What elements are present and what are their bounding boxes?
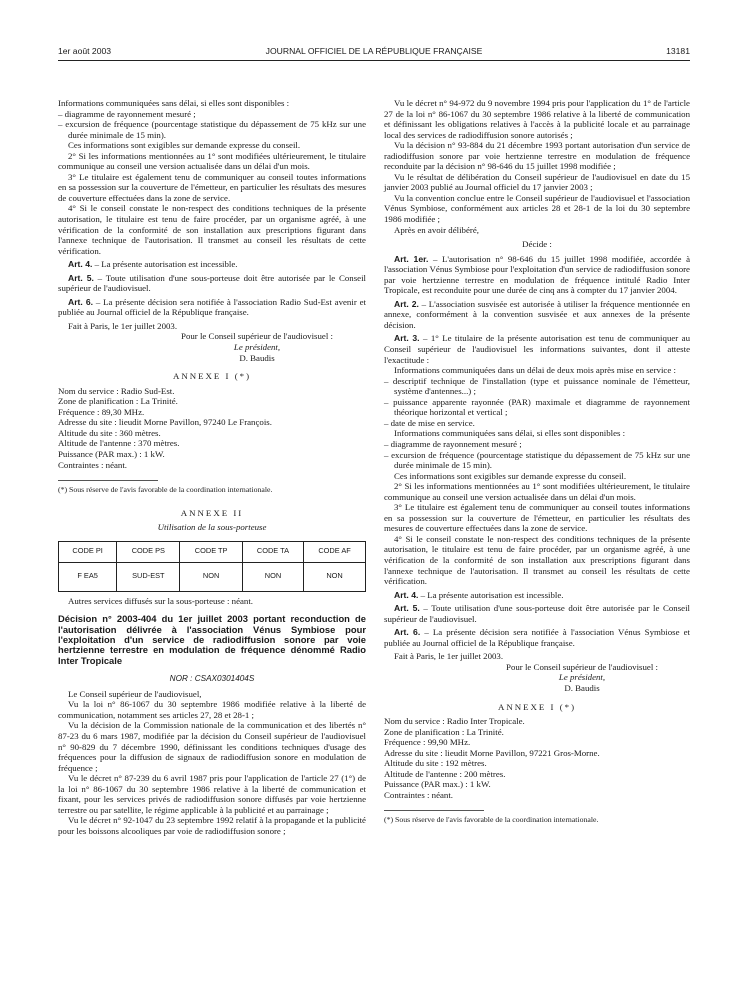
paragraph: Vu la décision n° 93-884 du 21 décembre 1993 portant autorisation d'un service de radiodiffusion sonore par voie hertzienne terrestre en modulation de fréquence reconduite par la décision n° 98-646 du 15 juillet 1998 modifiée ;: [384, 140, 690, 172]
list-item: – diagramme de rayonnement mesuré ;: [384, 438, 522, 449]
signature-line: Pour le Conseil supérieur de l'audiovisuel :: [181, 331, 333, 342]
data-line: Adresse du site : lieudit Morne Pavillon, 97240 Le François.: [58, 417, 272, 428]
article-6: [384, 627, 690, 648]
article-5: [384, 603, 690, 624]
table-cell: NON: [304, 562, 366, 591]
annex-data: [58, 386, 366, 470]
footnote-text: (*) Sous réserve de l'avis favorable de la coordination internationale.: [384, 815, 599, 825]
article-text: – La présente décision sera notifiée à l'association Vénus Symbiose et publiée au Journal officiel de la République française.: [384, 627, 691, 648]
article-label: Art. 4.: [394, 589, 419, 600]
signature-name: D. Baudis: [564, 682, 600, 693]
left-column: [58, 98, 366, 836]
page-header: [58, 46, 690, 61]
paragraph: Autres services diffusés sur la sous-porteuse : néant.: [68, 595, 254, 606]
article-text: – Toute utilisation d'une sous-porteuse doit être autorisée par le Conseil supérieur de l'audiovisuel.: [384, 603, 691, 624]
list-item: – puissance apparente rayonnée (PAR) maximale et diagramme de rayonnement théorique horizontal et vertical ;: [384, 396, 690, 418]
right-column: [384, 98, 690, 826]
article-text: – 1° Le titulaire de la présente autorisation est tenu de communiquer au Conseil supérieur de l'audiovisuel les informations suivantes, dont il atteste l'exactitude :: [384, 333, 690, 365]
footnote: [58, 480, 273, 496]
paragraph: Vu le décret n° 92-1047 du 23 septembre 1992 relatif à la propagande et la publicité pour les boissons alcooliques par voie de radiodiffusion sonore ;: [58, 815, 366, 836]
decide-heading: Décide :: [522, 239, 552, 250]
data-line: Zone de planification : La Trinité.: [58, 396, 178, 407]
article-label: Art. 4.: [68, 259, 93, 270]
paragraph: Vu la loi n° 86-1067 du 30 septembre 1986 modifiée relative à la liberté de communication, notamment ses articles 27, 28 et 28-1 ;: [58, 699, 366, 720]
paragraph: Vu le résultat de délibération du Conseil supérieur de l'audiovisuel en date du 15 janvier 2003 publié au Journal officiel du 17 janvier 2003 ;: [384, 171, 690, 193]
table-cell: SUD-EST: [117, 562, 180, 591]
article-2: [384, 299, 690, 331]
paragraph: 3° Le titulaire est également tenu de communiquer au conseil toutes informations en sa possession sur la couverture de l'émetteur, en particulier les résultats des mesures de couverture effectuées dans la zone de service.: [384, 502, 690, 534]
annex-title: ANNEXE I (*): [172, 371, 252, 382]
annex-title: ANNEXE II: [180, 507, 244, 518]
article-label: Art. 1er.: [394, 253, 429, 264]
signature-name: D. Baudis: [239, 352, 275, 363]
data-line: Contraintes : néant.: [58, 459, 128, 470]
annex-data: [384, 716, 690, 800]
date-place: Fait à Paris, le 1er juillet 2003.: [68, 320, 178, 331]
table-header: CODE PI: [59, 541, 117, 562]
list-item: – excursion de fréquence (pourcentage statistique du dépassement de 75 kHz sur une durée minimale de 15 min).: [384, 449, 690, 471]
list-item: – diagramme de rayonnement mesuré ;: [58, 108, 196, 119]
date-place: Fait à Paris, le 1er juillet 2003.: [394, 651, 504, 662]
paragraph: Vu le décret n° 87-239 du 6 avril 1987 pris pour l'application de l'article 27 (1°) de la loi n° 86-1067 du 30 septembre 1986 relative à la liberté de communication et fixant, pour les services privés de radiodiffusion sonore diffusés par voie hertzienne terrestre ou par satellite, le régime applicable à la publicité et au parrainage ;: [58, 773, 366, 815]
paragraph: Après en avoir délibéré,: [394, 224, 479, 235]
article-label: Art. 6.: [68, 296, 93, 307]
article-text: – La présente autorisation est incessible.: [418, 589, 564, 600]
data-line: Puissance (PAR max.) : 1 kW.: [384, 779, 491, 790]
signature-title: Le président,: [558, 672, 606, 683]
article-text: – L'association susvisée est autorisée à utiliser la fréquence mentionnée en annexe, conformément à la convention susvisée et aux annexes de la présente décision.: [384, 298, 690, 330]
article-text: – Toute utilisation d'une sous-porteuse doit être autorisée par le Conseil supérieur de l'audiovisuel.: [58, 272, 367, 294]
page-number: 13181: [666, 46, 690, 56]
article-label: Art. 6.: [394, 627, 421, 638]
paragraph: Informations communiquées dans un délai de deux mois après mise en service :: [394, 365, 676, 376]
signature-line: Pour le Conseil supérieur de l'audiovisuel :: [506, 661, 658, 672]
paragraph: Informations communiquées sans délai, si elles sont disponibles :: [394, 428, 626, 439]
data-line: Nom du service : Radio Inter Tropicale.: [384, 716, 525, 727]
data-line: Nom du service : Radio Sud-Est.: [58, 385, 175, 396]
data-line: Contraintes : néant.: [384, 789, 454, 800]
nor-reference: NOR : CSAX0301404S: [169, 674, 255, 684]
paragraph: Vu le décret n° 94-972 du 9 novembre 1994 pris pour l'application du 1° de l'article 27 de la loi n° 86-1067 du 30 septembre 1986 relative à la liberté de communication et définissant les obligations relatives à l'accès à la publicité locale et au parrainage local des services de radiodiffusion sonore autorisés ;: [384, 98, 690, 140]
paragraph: Ces informations sont exigibles sur demande expresse du conseil.: [68, 140, 301, 151]
article-label: Art. 5.: [394, 603, 420, 614]
data-line: Altitude de l'antenne : 370 mètres.: [58, 438, 180, 449]
list-item: – excursion de fréquence (pourcentage statistique du dépassement de 75 kHz sur une durée minimale de 15 min).: [58, 119, 366, 140]
table-header: CODE TA: [242, 541, 303, 562]
header-date: 1er août 2003: [58, 46, 112, 56]
article-text: – La présente autorisation est incessible.: [92, 259, 238, 270]
article-label: Art. 3.: [394, 333, 420, 344]
paragraph: 2° Si les informations mentionnées au 1° sont modifiées ultérieurement, le titulaire communique au conseil une version actualisée dans un délai d'un mois.: [58, 150, 366, 172]
table-header: CODE AF: [304, 541, 366, 562]
subcarrier-table: [58, 541, 366, 592]
article-6: [58, 297, 366, 318]
paragraph: Vu la convention conclue entre le Conseil supérieur de l'audiovisuel et l'association Vénus Symbiose, conformément aux articles 28 et 28-1 de la loi du 30 septembre 1986 modifiée ;: [384, 192, 690, 225]
decision-title: Décision n° 2003-404 du 1er juillet 2003 portant reconduction de l'autorisation délivrée à l'association Vénus Symbiose pour l'exploitation d'un service de radiodiffusion sonore par voie hertzienne terrestre en modulation de fréquence dénommé Radio Inter Tropicale: [58, 613, 366, 666]
data-line: Altitude du site : 192 mètres.: [384, 758, 487, 769]
paragraph: Informations communiquées sans délai, si elles sont disponibles :: [58, 98, 290, 108]
article-label: Art. 2.: [394, 298, 419, 309]
paragraph: 4° Si le conseil constate le non-respect des conditions techniques de la présente autorisation, le titulaire est tenu de faire procéder, par un organisme agréé, à une vérification de la conformité de son installation aux prescriptions figurant dans l'annexe technique de l'autorisation. Il transmet au conseil les résultats de cette vérification.: [58, 203, 366, 256]
table-cell: F EA5: [59, 562, 117, 591]
paragraph: 3° Le titulaire est également tenu de communiquer au conseil toutes informations en sa possession sur la couverture de l'émetteur, en particulier les résultats des mesures de couverture effectuées dans la zone de service.: [58, 171, 366, 203]
paragraph: 4° Si le conseil constate le non-respect des conditions techniques de la présente autorisation, le titulaire est tenu de faire procéder, par un organisme agréé, à une vérification de la conformité de son installation aux prescriptions figurant dans l'annexe technique de l'autorisation. Il transmet au conseil les résultats de cette vérification.: [384, 533, 690, 587]
table-header: CODE PS: [117, 541, 180, 562]
data-line: Puissance (PAR max.) : 1 kW.: [58, 448, 165, 459]
data-line: Zone de planification : La Trinité.: [384, 726, 504, 737]
paragraph: Le Conseil supérieur de l'audiovisuel,: [68, 688, 202, 699]
paragraph: 2° Si les informations mentionnées au 1° sont modifiées ultérieurement, le titulaire communique au conseil une version actualisée dans un délai d'un mois.: [384, 481, 690, 502]
data-line: Adresse du site : lieudit Morne Pavillon, 97221 Gros-Morne.: [384, 747, 600, 758]
annex-subtitle: Utilisation de la sous-porteuse: [157, 522, 267, 533]
footnote: [384, 810, 599, 826]
article-3: [384, 333, 690, 365]
article-4: [384, 590, 690, 601]
list-item: – date de mise en service.: [384, 417, 475, 428]
paragraph: Ces informations sont exigibles sur demande expresse du conseil.: [394, 470, 627, 481]
list-item: – descriptif technique de l'installation (type et puissance nominale de l'émetteur, système d'antennes...) ;: [384, 375, 690, 397]
article-text: – La présente décision sera notifiée à l'association Radio Sud-Est avenir et publiée au Journal officiel de la République française.: [58, 296, 366, 318]
article-label: Art. 5.: [68, 272, 94, 283]
paragraph: Vu la décision de la Commission nationale de la communication et des libertés n° 87-23 du 6 mars 1987, modifiée par la décision du Conseil supérieur de l'audiovisuel n° 90-829 du 7 décembre 1990, définissant les conditions techniques d'usage des fréquences pour la diffusion de signaux de radiodiffusion sonore en modulation de fréquence ;: [58, 720, 366, 773]
article-4: [58, 259, 366, 270]
table-cell: NON: [242, 562, 303, 591]
article-5: [58, 273, 366, 294]
article-text: – L'autorisation n° 98-646 du 15 juillet 1998 modifiée, accordée à l'association Vénus Symbiose pour l'exploitation d'un service de radiodiffusion sonore par voie hertzienne terrestre en modulation de fréquence intitulé Radio Inter Tropicale, est reconduite pour une durée de cinq ans à compter du 17 janvier 2004.: [384, 253, 690, 296]
table-cell: NON: [180, 562, 242, 591]
table-header: CODE TP: [180, 541, 242, 562]
article-1: [384, 254, 690, 296]
signature-title: Le président,: [233, 342, 281, 353]
data-line: Altitude de l'antenne : 200 mètres.: [384, 768, 506, 779]
journal-title: JOURNAL OFFICIEL DE LA RÉPUBLIQUE FRANÇAISE: [265, 46, 483, 56]
data-line: Altitude du site : 360 mètres.: [58, 427, 161, 438]
footnote-text: (*) Sous réserve de l'avis favorable de la coordination internationale.: [58, 485, 273, 495]
data-line: Fréquence : 89,30 MHz.: [58, 406, 145, 417]
annex-title: ANNEXE I (*): [497, 701, 577, 712]
data-line: Fréquence : 99,90 MHz.: [384, 737, 471, 748]
